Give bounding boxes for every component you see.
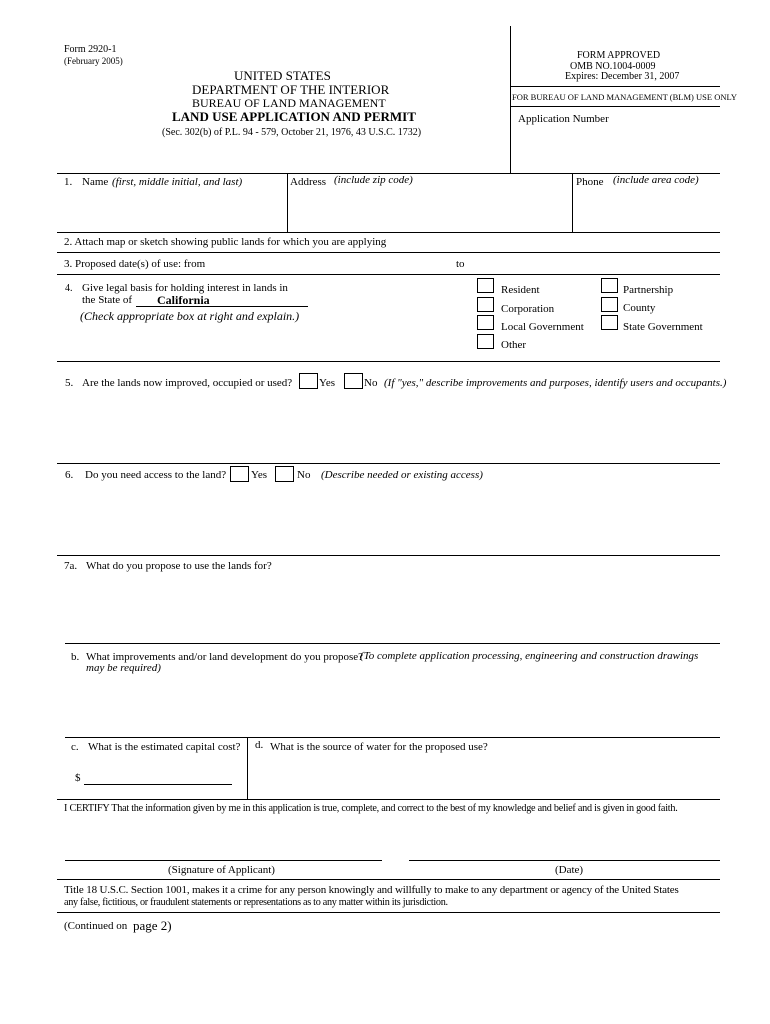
partnership-label: Partnership (623, 284, 674, 296)
q5-yes-checkbox[interactable] (299, 373, 318, 389)
signature-label: (Signature of Applicant) (168, 864, 275, 876)
q4-line-2: the State of (82, 294, 133, 306)
q6-number: 6. (65, 469, 74, 481)
authority-citation: (Sec. 302(b) of P.L. 94 - 579, October 21, 1976, 43 U.S.C. 1732) (162, 127, 422, 138)
date-to-field[interactable] (470, 256, 718, 272)
blm-use-only: FOR BUREAU OF LAND MANAGEMENT (BLM) USE ONLY (512, 92, 737, 102)
q5-yes-label: Yes (319, 377, 336, 389)
local-government-checkbox[interactable] (477, 315, 494, 330)
q6-yes-label: Yes (251, 469, 268, 481)
q6-no-label: No (297, 469, 311, 481)
divider (57, 252, 720, 253)
q7c-label: What is the estimated capital cost? (88, 741, 241, 753)
phone-hint: (include area code) (613, 174, 699, 186)
partnership-checkbox[interactable] (601, 278, 618, 293)
address-field[interactable] (290, 190, 570, 232)
q4-number: 4. (65, 283, 73, 294)
q7a-label: What do you propose to use the lands for? (86, 560, 272, 572)
divider (57, 799, 720, 800)
q3-label: 3. Proposed date(s) of use: from (64, 258, 206, 270)
agency-line-3: BUREAU OF LAND MANAGEMENT (192, 96, 386, 110)
date-from-field[interactable] (218, 256, 448, 272)
q6-no-checkbox[interactable] (275, 466, 294, 482)
divider (65, 643, 720, 644)
county-checkbox[interactable] (601, 297, 618, 312)
divider (57, 232, 720, 233)
phone-label: Phone (576, 176, 604, 188)
q6-hint: (Describe needed or existing access) (321, 469, 483, 481)
divider (57, 274, 720, 275)
q7b-number: b. (71, 651, 80, 663)
state-field[interactable] (136, 293, 308, 307)
application-number-field[interactable] (518, 128, 714, 168)
q5-answer-area[interactable] (60, 394, 718, 460)
q4-line-1: Give legal basis for holding interest in lands in (82, 282, 288, 294)
q4-hint: (Check appropriate box at right and explain.) (80, 309, 300, 323)
q7d-number: d. (255, 739, 264, 751)
continued-label: (Continued on (64, 920, 128, 932)
q7b-label: What improvements and/or land development do you propose? (86, 651, 364, 663)
q5-hint: (If "yes," describe improvements and purposes, identify users and occupants.) (384, 377, 727, 389)
state-government-label: State Government (623, 321, 703, 333)
q7d-answer-area[interactable] (255, 756, 717, 796)
state-value: California (157, 293, 210, 307)
form-date: (February 2005) (64, 56, 123, 66)
q5-no-label: No (364, 377, 378, 389)
corporation-label: Corporation (501, 303, 555, 315)
local-government-label: Local Government (501, 321, 584, 333)
q5-number: 5. (65, 377, 74, 389)
signature-field[interactable] (65, 836, 382, 859)
form-number: Form 2920-1 (64, 44, 117, 55)
divider (57, 555, 720, 556)
divider (57, 912, 720, 913)
application-number-label: Application Number (518, 113, 609, 125)
divider (57, 463, 720, 464)
date-field[interactable] (409, 836, 720, 859)
address-hint: (include zip code) (334, 174, 413, 186)
q6-yes-checkbox[interactable] (230, 466, 249, 482)
divider (287, 173, 288, 232)
q7b-answer-area[interactable] (60, 678, 718, 734)
q7c-number: c. (71, 741, 79, 753)
phone-field[interactable] (576, 190, 718, 232)
continued-page: page 2) (133, 918, 172, 933)
agency-line-2: DEPARTMENT OF THE INTERIOR (192, 82, 390, 97)
expiration-date: Expires: December 31, 2007 (565, 71, 680, 82)
q7a-number: 7a. (64, 560, 78, 572)
agency-line-1: UNITED STATES (234, 68, 331, 83)
capital-cost-field[interactable] (84, 770, 232, 785)
q2-label: 2. Attach map or sketch showing public lands for which you are applying (64, 236, 387, 248)
divider (247, 737, 248, 799)
corporation-checkbox[interactable] (477, 297, 494, 312)
certification-statement: I CERTIFY That the information given by me in this application is true, complete, and correct to the best of my knowledge and belief and is given in good faith. (64, 803, 678, 814)
resident-label: Resident (501, 284, 540, 296)
q7a-answer-area[interactable] (60, 576, 718, 640)
q7d-label: What is the source of water for the proposed use? (270, 741, 488, 753)
omb-number: OMB NO.1004-0009 (570, 61, 656, 72)
name-hint: (first, middle initial, and last) (112, 176, 243, 188)
divider (572, 173, 573, 232)
q7b-hint-2: may be required) (86, 662, 161, 674)
title18-line-1: Title 18 U.S.C. Section 1001, makes it a crime for any person knowingly and willfully to make to any department or agency of the United States (64, 884, 679, 896)
date-line (409, 860, 720, 861)
divider (510, 106, 720, 107)
q5-no-checkbox[interactable] (344, 373, 363, 389)
q6-label: Do you need access to the land? (85, 469, 227, 481)
county-label: County (623, 302, 656, 314)
q6-answer-area[interactable] (60, 486, 718, 552)
signature-line (65, 860, 382, 861)
q3-to: to (456, 258, 465, 270)
other-label: Other (501, 339, 527, 351)
dollar-sign: $ (75, 772, 81, 784)
divider (510, 86, 720, 87)
form-approved: FORM APPROVED (577, 50, 661, 61)
state-government-checkbox[interactable] (601, 315, 618, 330)
q5-label: Are the lands now improved, occupied or used? (82, 377, 293, 389)
q7b-hint-1: (To complete application processing, engineering and construction drawings (360, 650, 699, 662)
resident-checkbox[interactable] (477, 278, 494, 293)
divider (65, 737, 720, 738)
divider (57, 879, 720, 880)
other-checkbox[interactable] (477, 334, 494, 349)
name-label: Name (82, 176, 109, 188)
address-label: Address (290, 176, 327, 188)
q1-number: 1. (64, 176, 73, 188)
header-divider (510, 26, 511, 173)
date-label: (Date) (555, 864, 584, 876)
form-title: LAND USE APPLICATION AND PERMIT (172, 109, 416, 124)
name-field[interactable] (60, 190, 284, 232)
divider (57, 361, 720, 362)
title18-line-2: any false, fictitious, or fraudulent statements or representations as to any matter within its jurisdiction. (64, 897, 448, 908)
